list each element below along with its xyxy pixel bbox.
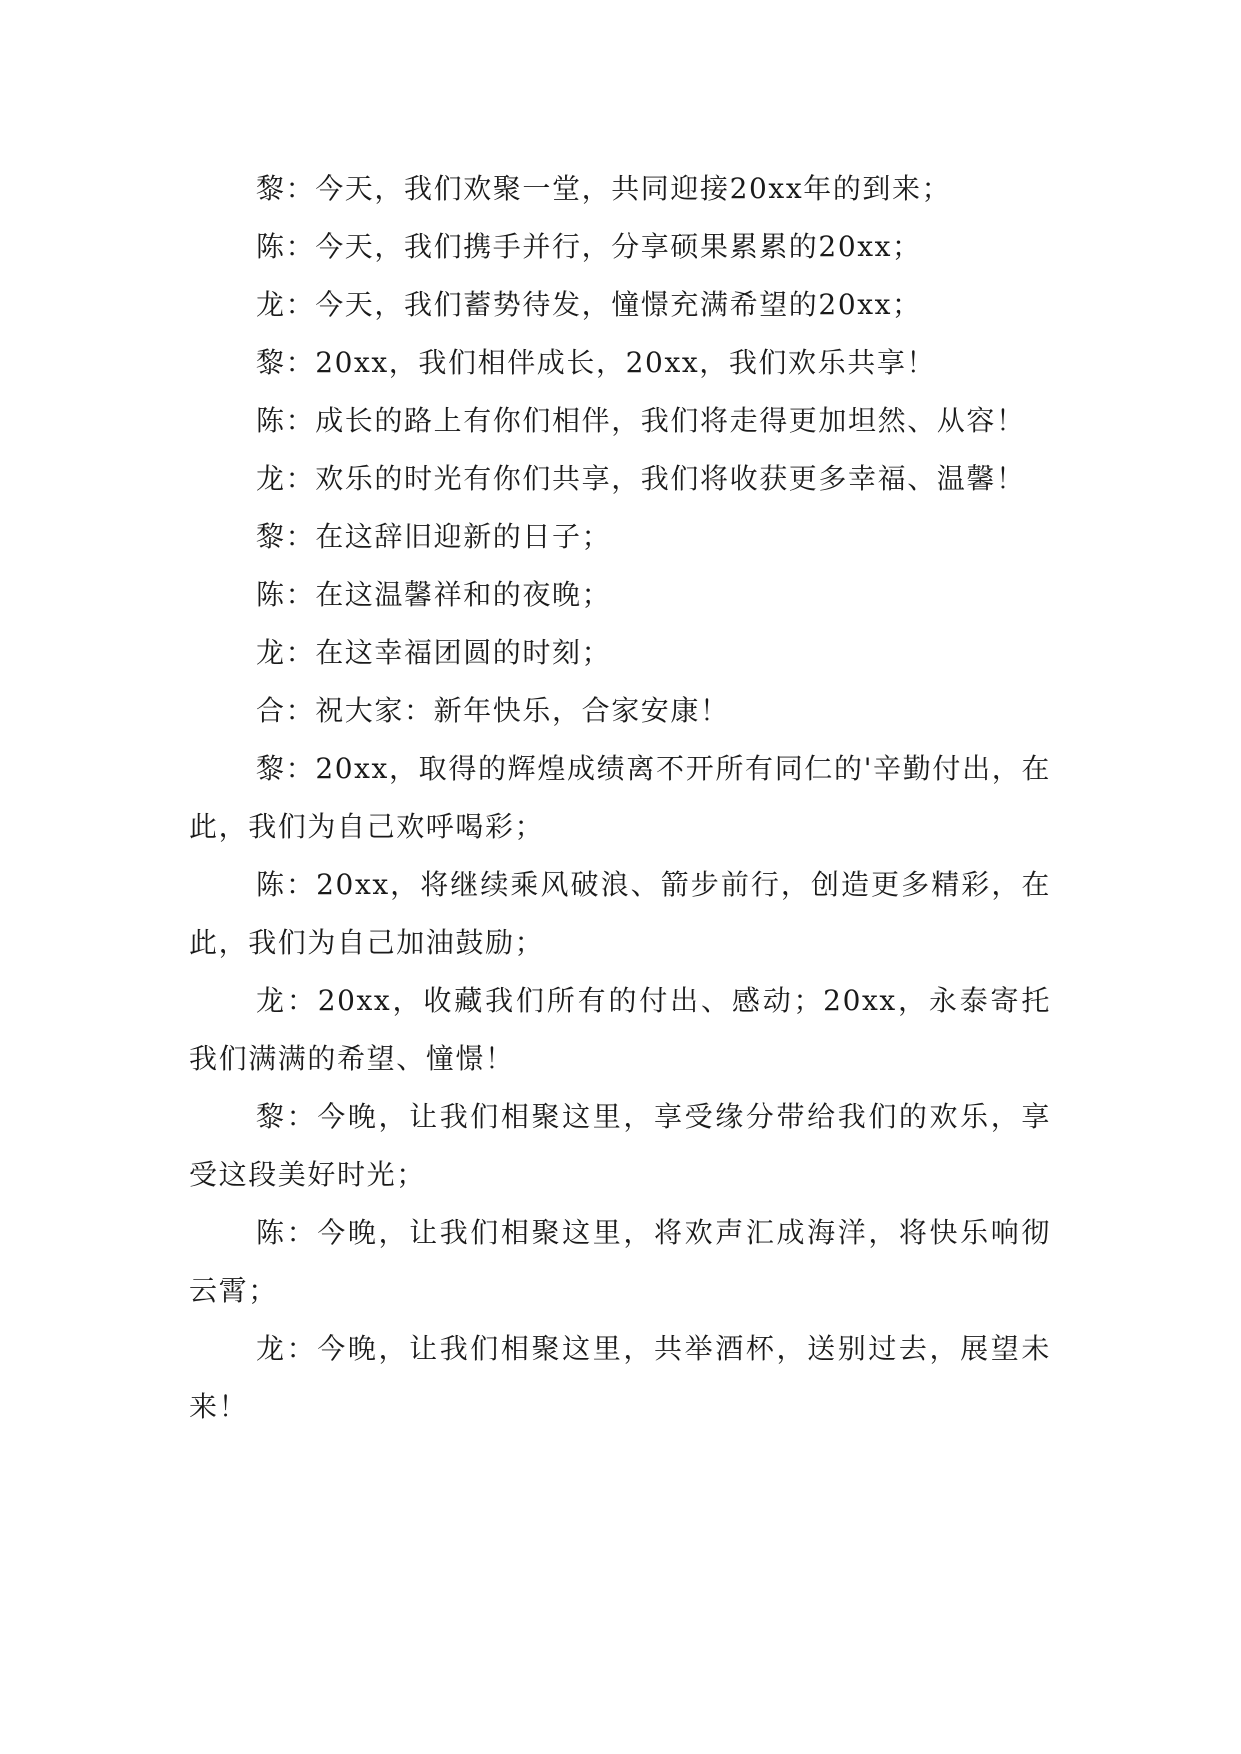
paragraph-5: 陈：成长的路上有你们相伴，我们将走得更加坦然、从容！ [256, 404, 1026, 437]
paragraph-14: 黎：今晚，让我们相聚这里，享受缘分带给我们的欢乐，享受这段美好时光； [189, 1100, 1051, 1191]
paragraph-15: 陈：今晚，让我们相聚这里，将欢声汇成海洋，将快乐响彻云霄； [189, 1216, 1051, 1307]
paragraph-8: 陈：在这温馨祥和的夜晚； [256, 578, 612, 611]
paragraph-13: 龙：20xx，收藏我们所有的付出、感动；20xx，永泰寄托我们满满的希望、憧憬！ [189, 984, 1051, 1075]
paragraph-7: 黎：在这辞旧迎新的日子； [256, 520, 612, 553]
paragraph-4: 黎：20xx，我们相伴成长，20xx，我们欢乐共享！ [256, 346, 937, 379]
document-body [189, 160, 1051, 1436]
paragraph-9: 龙：在这幸福团圆的时刻； [256, 636, 612, 669]
paragraph-3: 龙：今天，我们蓄势待发，憧憬充满希望的20xx； [256, 288, 922, 321]
paragraph-1: 黎：今天，我们欢聚一堂，共同迎接20xx年的到来； [256, 172, 952, 205]
paragraph-10: 合：祝大家：新年快乐，合家安康！ [256, 694, 730, 727]
paragraph-11: 黎：20xx，取得的辉煌成绩离不开所有同仁的'辛勤付出，在此，我们为自己欢呼喝彩； [189, 752, 1051, 843]
paragraph-12: 陈：20xx，将继续乘风破浪、箭步前行，创造更多精彩，在此，我们为自己加油鼓励； [189, 868, 1051, 959]
paragraph-2: 陈：今天，我们携手并行，分享硕果累累的20xx； [256, 230, 922, 263]
paragraph-6: 龙：欢乐的时光有你们共享，我们将收获更多幸福、温馨！ [256, 462, 1026, 495]
paragraph-16: 龙：今晚，让我们相聚这里，共举酒杯，送别过去，展望未来！ [189, 1332, 1051, 1423]
